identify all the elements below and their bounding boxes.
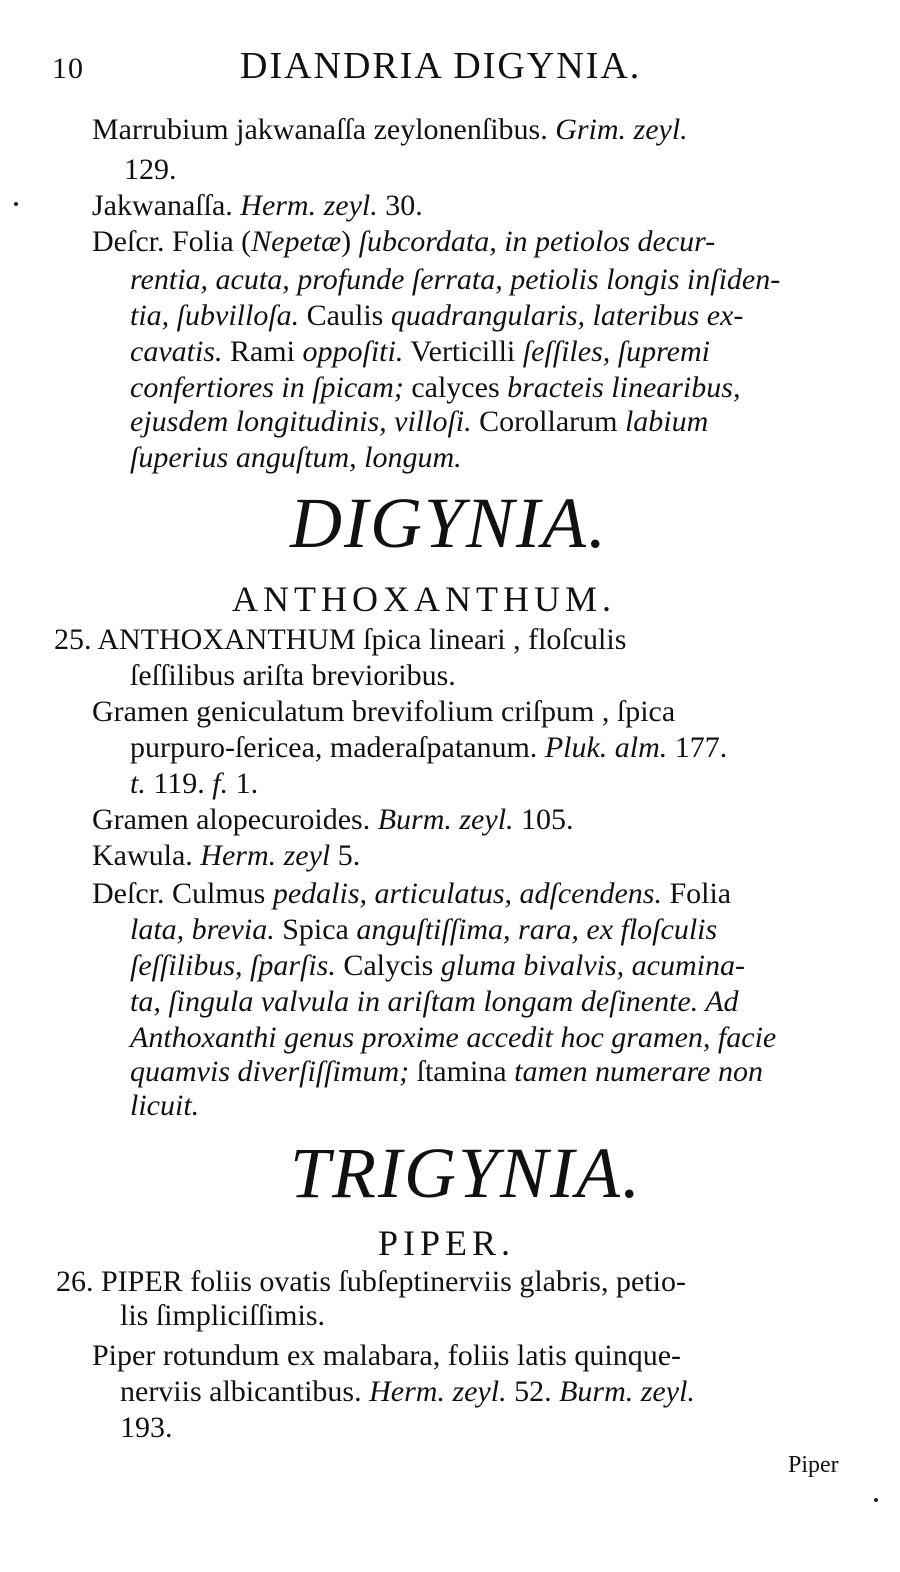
roman-run: TRIGYNIA. (290, 1133, 643, 1213)
roman-run: nerviis albicantibus. (120, 1375, 370, 1408)
roman-run: ANTHOXANTHUM. (232, 579, 616, 619)
text-line (130, 1054, 763, 1090)
text-line (130, 912, 717, 948)
roman-run: 193. (120, 1411, 173, 1444)
genus-heading-anthoxanthum (232, 578, 616, 620)
roman-run: ſtamina (409, 1055, 515, 1088)
genus-heading-piper (378, 1222, 515, 1264)
text-line (130, 766, 258, 802)
roman-run: Kawula. (92, 839, 201, 872)
section-heading-trigynia (290, 1132, 642, 1215)
italic-run: ſeſſiles, ſupremi (522, 335, 710, 368)
italic-run: tia, ſubvilloſa. (130, 299, 300, 332)
italic-run: ſubcordata, in petiolos decur- (358, 225, 716, 258)
italic-run: Herm. zeyl. (240, 189, 378, 222)
roman-run: 26. PIPER foliis ovatis ſubſeptinerviis glabris, petio- (56, 1265, 686, 1298)
roman-run: PIPER. (378, 1223, 516, 1263)
text-line (130, 334, 710, 370)
italic-run: t. (130, 767, 146, 800)
italic-run: ta, ſingula valvula in ariſtam longam deſinente. Ad (130, 985, 739, 1018)
text-line (92, 876, 731, 912)
italic-run: Pluk. alm. (544, 731, 668, 764)
print-speck (874, 1498, 878, 1502)
roman-run: Gramen alopecuroides. (92, 803, 378, 836)
roman-run: purpuro-ſericea, maderaſpatanum. (130, 731, 545, 764)
roman-run: 177. (667, 731, 728, 764)
species-entry-26 (56, 1264, 686, 1300)
roman-run: Folia (661, 877, 732, 910)
roman-run: Corollarum (471, 405, 625, 438)
roman-run: Deſcr. Culmus (92, 877, 273, 910)
text-line (92, 112, 688, 148)
text-line (92, 224, 715, 260)
italic-run: Grim. zeyl. (555, 113, 688, 146)
italic-run: gluma bivalvis, acumina- (440, 949, 745, 982)
italic-run: quadrangularis, lateribus ex- (390, 299, 744, 332)
italic-run: ejusdem longitudinis, villoſi. (130, 405, 472, 438)
text-line (130, 404, 708, 440)
catchword: Piper (788, 1452, 839, 1478)
italic-run: quamvis diverſiſſimum; (130, 1055, 410, 1088)
roman-run: Piper rotundum ex malabara, foliis latis quinque- (92, 1339, 682, 1372)
text-line (130, 1020, 776, 1056)
species-entry-25 (54, 622, 626, 658)
text-line (124, 152, 177, 188)
roman-run: 105. (513, 803, 574, 836)
roman-run: 1. (228, 767, 259, 800)
italic-run: Herm. zeyl. (369, 1375, 507, 1408)
italic-run: Burm. zeyl. (377, 803, 514, 836)
italic-run: Burm. zeyl. (559, 1375, 695, 1408)
roman-run: Verticilli (403, 335, 523, 368)
italic-run: oppoſiti. (302, 335, 404, 368)
section-heading-digynia (290, 482, 608, 565)
roman-run: 52. (506, 1375, 560, 1408)
roman-run: Spica (274, 913, 357, 946)
page-number: 10 (52, 52, 84, 85)
italic-run: ſuperius anguſtum, longum. (130, 441, 462, 474)
roman-run: 129. (124, 153, 177, 186)
italic-run: cavatis. (130, 335, 223, 368)
roman-run: 5. (330, 839, 361, 872)
text-line (92, 694, 675, 730)
roman-run: ſeſſilibus ariſta brevioribus. (130, 659, 456, 692)
italic-run: lata, brevia. (130, 913, 275, 946)
text-line (130, 948, 745, 984)
roman-run: Rami (222, 335, 303, 368)
italic-run: ſeſſilibus, ſparſis. (130, 949, 336, 982)
text-line (130, 440, 462, 476)
roman-run: Gramen geniculatum brevifolium criſpum , ſpica (92, 695, 676, 728)
text-line (120, 1374, 695, 1410)
roman-run: Marrubium jakwanaſſa zeylonenſibus. (92, 113, 556, 146)
italic-run: licuit. (130, 1089, 200, 1122)
text-line (130, 658, 456, 694)
roman-run: 30. (377, 189, 423, 222)
text-line (92, 838, 360, 874)
text-line (130, 1088, 199, 1124)
text-line (130, 984, 739, 1020)
roman-run: Deſcr. Folia ( (92, 225, 252, 258)
roman-run: Calycis (335, 949, 441, 982)
italic-run: Nepetæ (251, 225, 342, 258)
roman-run: DIGYNIA. (290, 483, 608, 563)
text-line (130, 298, 743, 334)
text-line (120, 1410, 173, 1446)
italic-run: labium (624, 405, 709, 438)
italic-run: f. (212, 767, 229, 800)
italic-run: tamen numerare non (514, 1055, 763, 1088)
italic-run: bracteis linearibus, (507, 371, 741, 404)
roman-run: 119. (145, 767, 213, 800)
roman-run: Caulis (299, 299, 391, 332)
text-line (130, 370, 740, 406)
roman-run: 25. ANTHOXANTHUM ſpica lineari , floſculis (54, 623, 627, 656)
italic-run: Anthoxanthi genus proxime accedit hoc gramen, facie (130, 1021, 777, 1054)
text-line (120, 1298, 325, 1334)
text-line (92, 188, 423, 224)
roman-run: ) (341, 225, 359, 258)
italic-run: anguſtiſſima, rara, ex floſculis (356, 913, 718, 946)
text-line (130, 262, 780, 298)
running-title: DIANDRIA DIGYNIA. (240, 45, 642, 87)
italic-run: rentia, acuta, profunde ſerrata, petiolis longis inſiden- (130, 263, 781, 296)
roman-run: Jakwanaſſa. (92, 189, 241, 222)
italic-run: confertiores in ſpicam; (130, 371, 404, 404)
italic-run: pedalis, articulatus, adſcendens. (272, 877, 662, 910)
text-line (130, 730, 727, 766)
print-speck (14, 202, 18, 206)
text-line (92, 802, 574, 838)
italic-run: Herm. zeyl (200, 839, 331, 872)
roman-run: lis ſimpliciſſimis. (120, 1299, 326, 1332)
text-line (92, 1338, 681, 1374)
roman-run: calyces (403, 371, 508, 404)
